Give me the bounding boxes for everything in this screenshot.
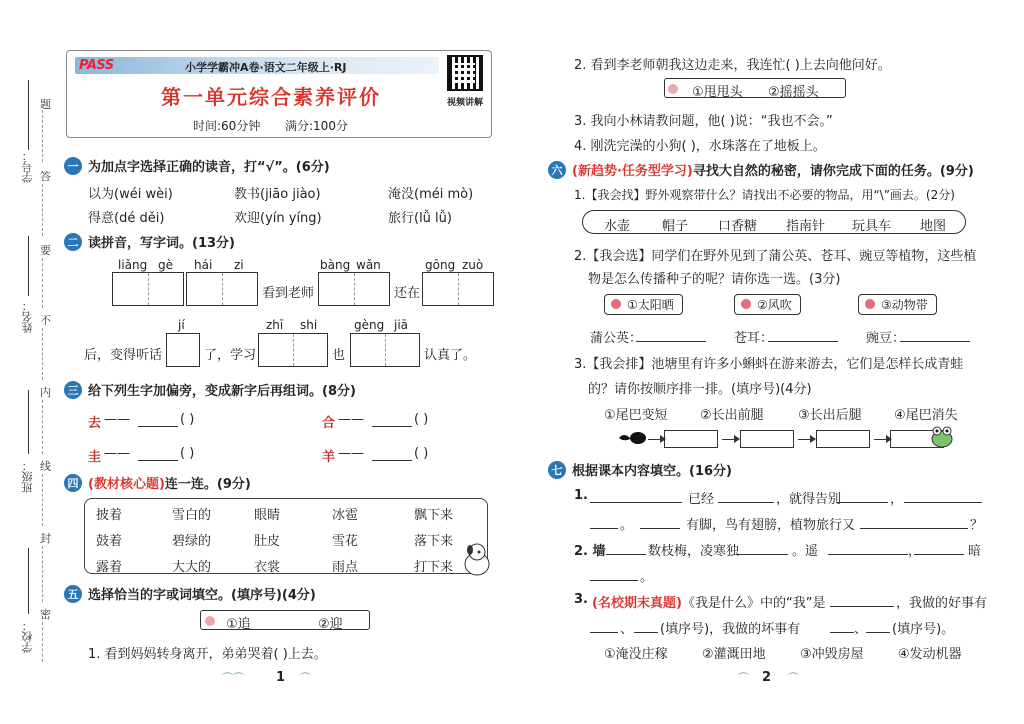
pinyin: wǎn: [356, 258, 381, 272]
arrow-icon: [874, 439, 890, 440]
item-word[interactable]: 水壶: [604, 219, 631, 234]
char-box[interactable]: [258, 333, 328, 367]
match-word[interactable]: 肚皮: [254, 534, 281, 549]
answer-blank[interactable]: [900, 328, 970, 342]
answer-blank[interactable]: [768, 328, 838, 342]
plant-label: 苍耳：: [734, 331, 774, 346]
name-label: 姓名：: [21, 300, 34, 333]
question-text: 2. 墙: [574, 544, 606, 559]
char-box[interactable]: [112, 272, 184, 306]
fill-text: 已经: [688, 492, 715, 507]
seal-char: 题: [40, 98, 51, 111]
pinyin: jí: [178, 318, 185, 332]
match-word[interactable]: 碧绿的: [172, 534, 212, 549]
option-chip[interactable]: ①甩甩头: [692, 85, 743, 100]
pinyin: hái: [194, 258, 213, 272]
match-word[interactable]: 鼓着: [96, 534, 123, 549]
question-text: 2. 看到李老师朝我这边走来，我连忙( )上去向他问好。: [574, 58, 891, 73]
question-text: 1.【我会找】野外观察带什么？请找出不必要的物品，用“\”画去。(2分): [574, 188, 955, 202]
answer-blank[interactable]: [828, 541, 908, 555]
answer-blank[interactable]: [590, 619, 618, 633]
seal-char: 答: [40, 170, 51, 183]
answer-blank[interactable]: [372, 460, 412, 461]
question-text: 物是怎么传播种子的呢？请你选一选。(3分): [588, 272, 841, 287]
sentence-text: 后，变得听话: [84, 348, 163, 363]
dash: ——: [338, 412, 364, 427]
fill-text: 。: [640, 570, 654, 585]
fill-text: 数枝梅，凌寒独: [648, 544, 740, 559]
match-word[interactable]: 冰雹: [332, 508, 359, 523]
binding-sidebar: [0, 0, 58, 724]
option-chip[interactable]: ③动物带: [858, 294, 937, 315]
flower-icon: [205, 616, 215, 626]
pinyin: zuò: [462, 258, 484, 272]
match-word[interactable]: 衣裳: [254, 560, 281, 575]
fill-text: 。: [620, 518, 634, 533]
fill-text: 暗: [968, 544, 982, 559]
sentence-text: 还在: [394, 286, 421, 301]
pinyin: gōng: [425, 258, 456, 272]
option-chip[interactable]: ①追: [226, 617, 251, 632]
answer-blank[interactable]: [590, 515, 618, 529]
flower-icon: [668, 84, 678, 94]
option-chip[interactable]: ②迎: [318, 617, 343, 632]
fill-line: [28, 548, 29, 614]
section-tag: (教材核心题): [88, 477, 165, 492]
section-number: 七: [548, 461, 566, 479]
section-number: 三: [64, 381, 82, 399]
brand-logo: PASS: [79, 58, 114, 73]
sprout-icon: ⌒⌒: [222, 672, 244, 685]
fold-line: [42, 474, 43, 526]
answer-blank[interactable]: [606, 541, 646, 555]
match-word[interactable]: 打下来: [414, 560, 454, 575]
answer-blank[interactable]: [830, 593, 894, 607]
qr-code-icon[interactable]: [447, 55, 483, 91]
match-word[interactable]: 飘下来: [414, 508, 454, 523]
fill-text: (填序号)，我做的坏事有: [660, 622, 801, 637]
question-number: 3.: [574, 592, 588, 607]
pinyin-item[interactable]: 得意(dé děi): [88, 211, 165, 226]
base-char: 去: [88, 416, 102, 431]
match-word[interactable]: 雨点: [332, 560, 359, 575]
match-word[interactable]: 落下来: [414, 534, 454, 549]
answer-blank[interactable]: [372, 426, 412, 427]
section-4-heading: [64, 473, 251, 492]
stage-option[interactable]: ①尾巴变短: [604, 408, 668, 423]
word-paren[interactable]: ( ): [180, 412, 195, 427]
fold-line: [42, 546, 43, 602]
pinyin-item[interactable]: 淹没(méi mò): [388, 187, 474, 202]
school-label: 学校：: [21, 620, 34, 653]
sprout-icon: ⌒: [788, 672, 799, 685]
pinyin-item[interactable]: 教书(jiāo jiào): [234, 187, 321, 202]
section-1-heading: [64, 156, 330, 175]
section-7-heading: [548, 460, 732, 479]
arrow-icon: [648, 439, 664, 440]
answer-blank[interactable]: [718, 489, 774, 503]
answer-blank[interactable]: [590, 567, 638, 581]
answer-blank[interactable]: [860, 515, 968, 529]
answer-blank[interactable]: [830, 619, 854, 633]
question-number: 1.: [574, 488, 588, 503]
item-word[interactable]: 玩具车: [852, 219, 892, 234]
section-tag: (新趋势·任务型学习): [572, 164, 693, 179]
option-text[interactable]: ②灌溉田地: [702, 647, 766, 662]
option-text[interactable]: ①淹没庄稼: [604, 647, 668, 662]
question-text: 的？请你按顺序排一排。(填序号)(4分): [588, 382, 812, 397]
section-title: 根据课本内容填空。(16分): [572, 464, 732, 479]
item-word[interactable]: 口香糖: [718, 219, 758, 234]
question-tag: (名校期末真题): [592, 596, 682, 611]
fold-line: [42, 110, 43, 162]
page-number: 2: [762, 670, 772, 685]
seal-char: 内: [40, 386, 51, 399]
pinyin: shi: [300, 318, 318, 332]
video-label: 视频讲解: [447, 98, 484, 108]
answer-blank[interactable]: [634, 619, 658, 633]
fill-text: ？: [970, 518, 984, 533]
page-number: 1: [276, 670, 286, 685]
section-title: 给下列生字加偏旁，变成新字后再组词。(8分): [88, 384, 356, 399]
dash: ——: [338, 446, 364, 461]
stage-option[interactable]: ③长出后腿: [798, 408, 862, 423]
char-box[interactable]: [186, 272, 258, 306]
fold-line: [42, 328, 43, 380]
answer-blank[interactable]: [138, 460, 178, 461]
student-id-label: 学号：: [21, 150, 34, 183]
word-paren[interactable]: ( ): [180, 446, 195, 461]
page-title: 第一单元综合素养评价: [161, 85, 381, 109]
char-box[interactable]: [422, 272, 494, 306]
match-word[interactable]: 大大的: [172, 560, 212, 575]
section-title: 读拼音，写字词。(13分): [88, 236, 235, 251]
char-box[interactable]: [350, 333, 420, 367]
series-title: 小学学霸冲A卷·语文二年级上·RJ: [185, 61, 347, 74]
match-word[interactable]: 露着: [96, 560, 123, 575]
sprout-icon: ⌒: [300, 672, 311, 685]
fold-line: [42, 258, 43, 308]
section-number: 五: [64, 585, 82, 603]
answer-blank[interactable]: [836, 489, 888, 503]
option-chip[interactable]: ②风吹: [734, 294, 801, 315]
tadpole-icon: [618, 430, 646, 446]
fill-text: 。遥: [792, 544, 819, 559]
fill-line: [28, 236, 29, 296]
pinyin-item[interactable]: 以为(wéi wèi): [88, 187, 173, 202]
answer-blank[interactable]: [736, 541, 788, 555]
pinyin: gèng: [354, 318, 385, 332]
seal-char: 线: [40, 460, 51, 473]
match-word[interactable]: 雪花: [332, 534, 359, 549]
stage-box[interactable]: [816, 430, 870, 448]
answer-blank[interactable]: [590, 489, 682, 503]
fold-line: [42, 400, 43, 454]
seal-char: 密: [40, 608, 51, 621]
option-text[interactable]: ③冲毁房屋: [800, 647, 864, 662]
section-number: 六: [548, 161, 566, 179]
sentence-text: 看到老师: [262, 286, 315, 301]
plant-label: 豌豆：: [866, 331, 906, 346]
fold-line: [42, 184, 43, 236]
section-5-heading: [64, 584, 316, 603]
item-word[interactable]: 指南针: [786, 219, 826, 234]
sprout-icon: ⌒: [738, 672, 749, 685]
question-text: 3. 我向小林请教问题，他( )说：“我也不会。”: [574, 114, 833, 129]
answer-blank[interactable]: [636, 328, 706, 342]
fill-text: ，: [908, 544, 922, 559]
stage-option[interactable]: ④尾巴消失: [894, 408, 958, 423]
pinyin: bàng: [320, 258, 351, 272]
class-label: 班级：: [21, 460, 34, 493]
char-box[interactable]: [166, 333, 200, 367]
fill-text: ，: [890, 492, 904, 507]
char-box[interactable]: [318, 272, 390, 306]
full-score: 满分:100分: [285, 119, 348, 133]
seal-char: 封: [40, 532, 51, 545]
dash: ——: [104, 446, 130, 461]
seal-char: 不: [40, 314, 51, 327]
section-title: 寻找大自然的秘密，请你完成下面的任务。(9分): [692, 164, 974, 179]
fill-text: 《我是什么》中的“我”是: [682, 596, 826, 611]
base-char: 合: [322, 416, 336, 431]
question-text: 1. 看到妈妈转身离开，弟弟哭着( )上去。: [88, 647, 327, 662]
fill-line: [28, 390, 29, 454]
plant-label: 蒲公英：: [590, 331, 643, 346]
option-chip[interactable]: ①太阳晒: [604, 294, 683, 315]
section-title: 选择恰当的字或词填空。(填序号)(4分): [88, 588, 316, 603]
dash: ——: [104, 412, 130, 427]
section-2-heading: [64, 232, 235, 251]
frog-icon: [930, 424, 954, 448]
pinyin: gè: [158, 258, 173, 272]
fill-text: ，就得告别: [776, 492, 842, 507]
section-number: 一: [64, 157, 82, 175]
stage-box[interactable]: [664, 430, 718, 448]
option-chip[interactable]: ②摇摇头: [768, 85, 819, 100]
fill-text: ，我做的好事有: [896, 596, 988, 611]
word-paren[interactable]: ( ): [414, 412, 429, 427]
answer-blank[interactable]: [866, 619, 890, 633]
pinyin-item[interactable]: 旅行(lǚ lǚ): [388, 211, 452, 226]
pinyin-item[interactable]: 欢迎(yín yíng): [234, 211, 322, 226]
base-char: 羊: [322, 450, 336, 465]
sentence-text: 认真了。: [424, 348, 477, 363]
item-word[interactable]: 地图: [920, 219, 947, 234]
answer-blank[interactable]: [138, 426, 178, 427]
question-text: 4. 刚洗完澡的小狗( )，水珠落在了地板上。: [574, 139, 826, 154]
pinyin: jiā: [394, 318, 409, 332]
fold-line: [42, 622, 43, 662]
fill-text: (填序号)。: [892, 622, 955, 637]
section-title: 为加点字选择正确的读音，打“√”。(6分): [88, 160, 330, 175]
section-6-heading: [548, 160, 974, 179]
exam-header: [66, 50, 492, 138]
stage-box[interactable]: [740, 430, 794, 448]
section-number: 二: [64, 233, 82, 251]
question-text: 2.【我会选】同学们在野外见到了蒲公英、苍耳、豌豆等植物，这些植: [574, 249, 977, 264]
puppy-illustration-icon: [460, 540, 494, 578]
fill-line: [28, 80, 29, 150]
match-word[interactable]: 雪白的: [172, 508, 212, 523]
time-limit: 时间:60分钟: [193, 119, 261, 133]
section-3-heading: [64, 380, 356, 399]
seal-char: 要: [40, 244, 51, 257]
pinyin: zhī: [266, 318, 284, 332]
match-word[interactable]: 披着: [96, 508, 123, 523]
answer-blank[interactable]: [640, 515, 680, 529]
section-number: 四: [64, 474, 82, 492]
arrow-icon: [722, 439, 738, 440]
stage-option[interactable]: ②长出前腿: [700, 408, 764, 423]
pinyin: zi: [234, 258, 244, 272]
arrow-icon: [798, 439, 814, 440]
option-text[interactable]: ④发动机器: [898, 647, 962, 662]
question-text: 3.【我会排】池塘里有许多小蝌蚪在游来游去，它们是怎样长成青蛙: [574, 357, 964, 372]
word-paren[interactable]: ( ): [414, 446, 429, 461]
items-pill: [582, 210, 966, 234]
fill-text: 有脚，鸟有翅膀，植物旅行又: [686, 518, 856, 533]
sentence-text: 了，学习: [204, 348, 257, 363]
match-word[interactable]: 眼睛: [254, 508, 281, 523]
answer-blank[interactable]: [914, 541, 964, 555]
pinyin: liǎng: [118, 258, 148, 272]
answer-blank[interactable]: [904, 489, 982, 503]
item-word[interactable]: 帽子: [662, 219, 689, 234]
sentence-text: 也: [332, 348, 346, 363]
section-title: 连一连。(9分): [164, 477, 251, 492]
base-char: 圭: [88, 450, 102, 465]
